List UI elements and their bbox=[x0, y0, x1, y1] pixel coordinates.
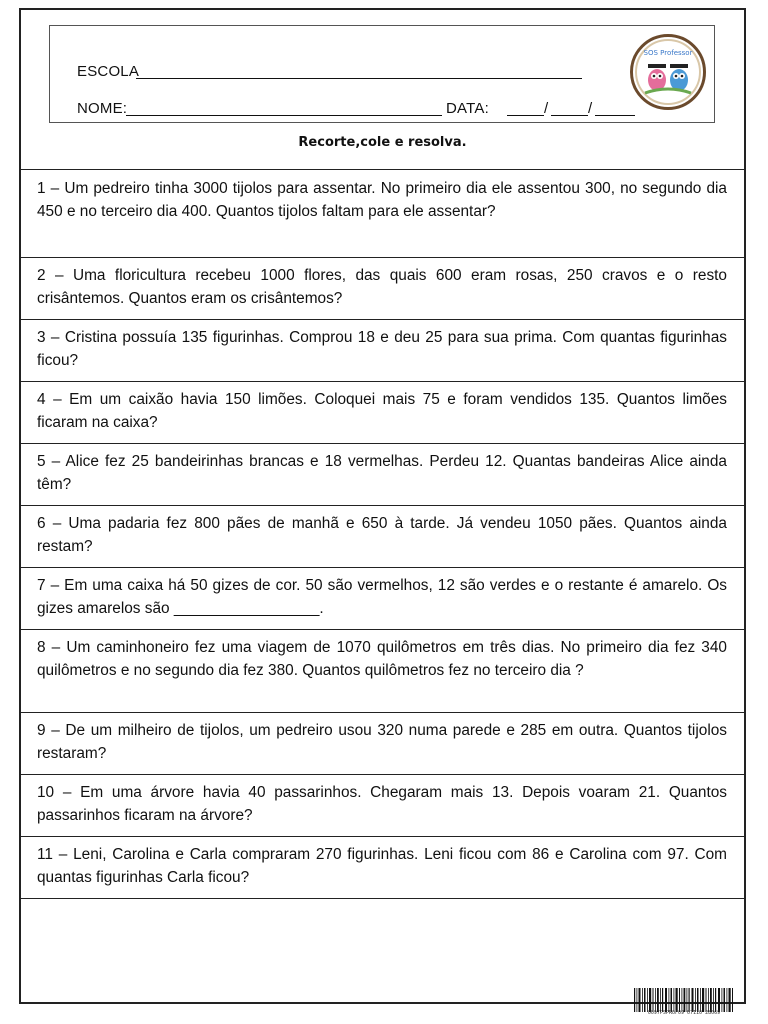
date-year-line bbox=[595, 115, 635, 116]
question-3: 3 – Cristina possuía 135 figurinhas. Comprou 18 e deu 25 para sua prima. Com quantas figurinhas ficou? bbox=[21, 320, 744, 382]
sos-professor-logo bbox=[630, 34, 706, 110]
logo-text: SOS Professor bbox=[643, 49, 693, 57]
question-11: 11 – Leni, Carolina e Carla compraram 270 figurinhas. Leni ficou com 86 e Carolina com 97. Com quantas figurinhas Carla ficou? bbox=[21, 837, 744, 899]
question-4: 4 – Em um caixão havia 150 limões. Coloquei mais 75 e foram vendidos 135. Quantos limões ficaram na caixa? bbox=[21, 382, 744, 444]
question-1: 1 – Um pedreiro tinha 3000 tijolos para assentar. No primeiro dia ele assentou 300, no segundo dia 450 e no terceiro dia 400. Quantos tijolos faltam para ele assentar? bbox=[21, 171, 744, 258]
date-separator: / bbox=[544, 100, 549, 117]
header-box bbox=[49, 25, 715, 123]
date-separator: / bbox=[588, 100, 593, 117]
school-line bbox=[136, 78, 582, 79]
question-9: 9 – De um milheiro de tijolos, um pedreiro usou 320 numa parede e 285 em outra. Quantos tijolos restaram? bbox=[21, 713, 744, 775]
header-divider bbox=[21, 169, 744, 170]
question-2: 2 – Uma floricultura recebeu 1000 flores, das quais 600 eram rosas, 250 cravos e o resto crisântemos. Quantos eram os crisântemos? bbox=[21, 258, 744, 320]
instruction-text: Recorte,cole e resolva. bbox=[298, 135, 467, 150]
question-6: 6 – Uma padaria fez 800 pães de manhã e 650 à tarde. Já vendeu 1050 pães. Quantos ainda restam? bbox=[21, 506, 744, 568]
date-month-line bbox=[551, 115, 588, 116]
name-label: NOME: bbox=[77, 100, 128, 117]
question-7: 7 – Em uma caixa há 50 gizes de cor. 50 são vermelhos, 12 são verdes e o restante é amarelo. Os gizes amarelos são _________________. bbox=[21, 568, 744, 630]
question-10: 10 – Em uma árvore havia 40 passarinhos. Chegaram mais 13. Depois voaram 21. Quantos passarinhos ficaram na árvore? bbox=[21, 775, 744, 837]
worksheet-page bbox=[19, 8, 746, 1004]
question-list bbox=[21, 171, 744, 899]
question-8: 8 – Um caminhoneiro fez uma viagem de 1070 quilômetros em três dias. No primeiro dia fez 340 quilômetros e no segundo dia fez 380. Quantos quilômetros fez no terceiro dia ? bbox=[21, 630, 744, 713]
school-label: ESCOLA bbox=[77, 63, 140, 80]
date-label: DATA: bbox=[446, 100, 489, 117]
date-day-line bbox=[507, 115, 544, 116]
barcode-number: 0097PSPROF09 07110 28069 bbox=[647, 1010, 721, 1016]
barcode bbox=[634, 988, 734, 1012]
name-line bbox=[126, 115, 442, 116]
question-5: 5 – Alice fez 25 bandeirinhas brancas e 18 vermelhas. Perdeu 12. Quantas bandeiras Alice ainda têm? bbox=[21, 444, 744, 506]
